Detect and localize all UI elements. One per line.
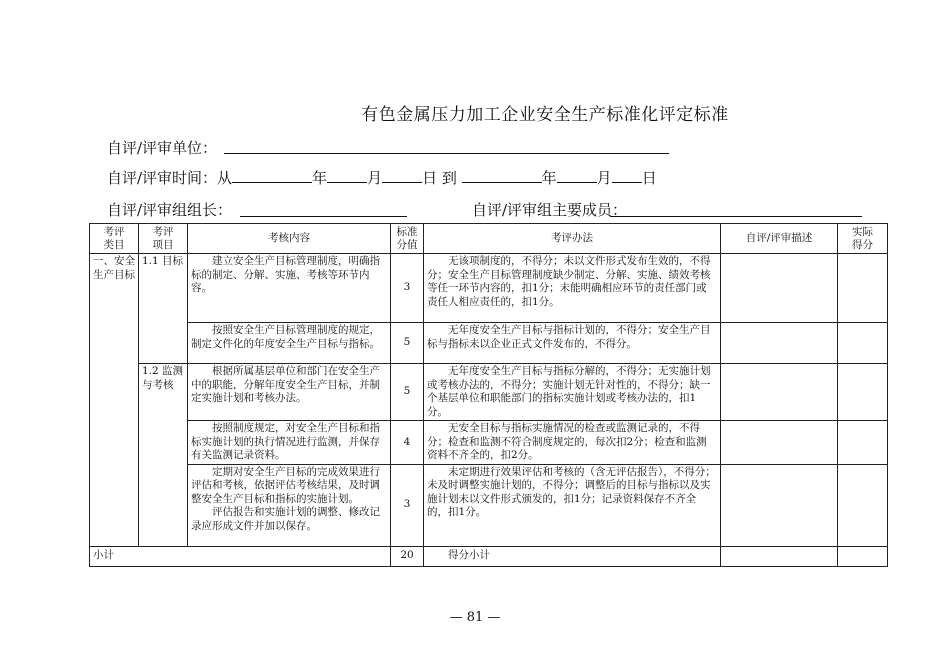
col-header-score: 标准 分值 (391, 224, 424, 254)
actual-score-cell (838, 421, 888, 465)
year-label-2: 年 (541, 169, 557, 187)
page-number: — 81 — (449, 610, 501, 625)
description-cell (721, 464, 838, 546)
blank-end-month (557, 168, 597, 183)
month-label-1: 月 (367, 169, 383, 187)
blank-start-month (327, 168, 367, 183)
members-row (472, 199, 627, 220)
method-cell: 无年度安全生产目标与指标分解的，不得分；无实施计划或考核办法的，不得分；实施计划无针对性的，不得分；缺一个基层单位和职能部门的指标实施计划或考核办法的，扣1分。 (424, 364, 721, 421)
actual-score-cell (838, 323, 888, 364)
score-cell: 4 (391, 421, 424, 465)
leader-underline (240, 216, 407, 217)
project-cell: 1.2 监测与考核 (139, 364, 188, 547)
description-cell (721, 254, 838, 323)
content-paragraph: 评估报告和实施计划的调整、修改记录应形成文件并加以保存。 (191, 506, 380, 532)
blank-end-day (612, 168, 642, 183)
time-row (107, 167, 657, 188)
score-cell: 5 (391, 323, 424, 364)
actual-score-cell (838, 464, 888, 546)
to-label: 日 到 (422, 169, 457, 187)
content-cell: 建立安全生产目标管理制度，明确指标的制定、分解、实施、考核等环节内容。 (188, 254, 391, 323)
table-row (90, 323, 888, 364)
unit-row (107, 137, 217, 158)
col-header-project: 考评 项目 (139, 224, 188, 254)
unit-underline (224, 153, 669, 154)
description-cell (721, 421, 838, 465)
subtotal-method: 得分小计 (424, 546, 721, 566)
subtotal-score: 20 (391, 546, 424, 566)
table-header-row (90, 224, 888, 254)
col-header-method: 考评办法 (424, 224, 721, 254)
day-label-2: 日 (641, 169, 657, 187)
score-cell: 3 (391, 254, 424, 323)
blank-start-day (382, 168, 422, 183)
subtotal-row (90, 546, 888, 566)
score-cell: 3 (391, 464, 424, 546)
members-label: 自评/评审组主要成员： (472, 201, 628, 219)
actual-score-cell (838, 254, 888, 323)
subtotal-label: 小计 (90, 546, 391, 566)
table-row (90, 464, 888, 546)
leader-label: 自评/评审组组长： (107, 201, 233, 219)
evaluation-table (89, 223, 888, 567)
col-header-category: 考评 类目 (90, 224, 139, 254)
page-title: 有色金属压力加工企业安全生产标准化评定标准 (361, 105, 729, 125)
description-cell (721, 323, 838, 364)
blank-end-year (462, 168, 542, 183)
score-cell: 5 (391, 364, 424, 421)
content-cell: 根据所属基层单位和部门在安全生产中的职能，分解年度安全生产目标，并制定实施计划和考核办法。 (188, 364, 391, 421)
content-cell: 按照制度规定，对安全生产目标和指标实施计划的执行情况进行监测，并保存有关监测记录资料。 (188, 421, 391, 465)
month-label-2: 月 (596, 169, 612, 187)
method-cell: 无年度安全生产目标与指标计划的，不得分；安全生产目标与指标未以企业正式文件发布的，不得分。 (424, 323, 721, 364)
year-label-1: 年 (312, 169, 328, 187)
description-cell (721, 364, 838, 421)
content-cell: 按照安全生产目标管理制度的规定，制定文件化的年度安全生产目标与指标。 (188, 323, 391, 364)
method-cell: 无该项制度的，不得分；未以文件形式发布生效的，不得分；安全生产目标管理制度缺少制定、分解、实施、绩效考核等任一环节内容的，扣1分；未能明确相应环节的责任部门或责任人相应责任的，扣1分。 (424, 254, 721, 323)
content-cell (188, 464, 391, 546)
content-paragraph: 定期对安全生产目标的完成效果进行评估和考核，依据评估考核结果，及时调整安全生产目标和指标的实施计划。 (191, 465, 380, 505)
table-row (90, 421, 888, 465)
leader-row (107, 199, 232, 220)
unit-label: 自评/评审单位： (107, 139, 218, 157)
method-cell: 无安全目标与指标实施情况的检查或监测记录的，不得分；检查和监测不符合制度规定的，每次扣2分；检查和监测资料不齐全的，扣2分。 (424, 421, 721, 465)
actual-score-cell (838, 364, 888, 421)
method-cell: 未定期进行效果评估和考核的（含无评估报告），不得分；未及时调整实施计划的，不得分；调整后的目标与指标以及实施计划未以文件形式颁发的，扣1分；记录资料保存不齐全的，扣1分。 (424, 464, 721, 546)
members-underline (610, 216, 862, 217)
blank-start-year (232, 168, 312, 183)
col-header-actual-score: 实际 得分 (838, 224, 888, 254)
col-header-content: 考核内容 (188, 224, 391, 254)
table-row (90, 254, 888, 323)
time-label: 自评/评审时间：从 (107, 169, 233, 187)
subtotal-description (721, 546, 838, 566)
category-cell: 一、安全生产目标 (90, 254, 139, 547)
project-cell: 1.1 目标 (139, 254, 188, 364)
col-header-description: 自评/评审描述 (721, 224, 838, 254)
subtotal-actual-score (838, 546, 888, 566)
table-row (90, 364, 888, 421)
